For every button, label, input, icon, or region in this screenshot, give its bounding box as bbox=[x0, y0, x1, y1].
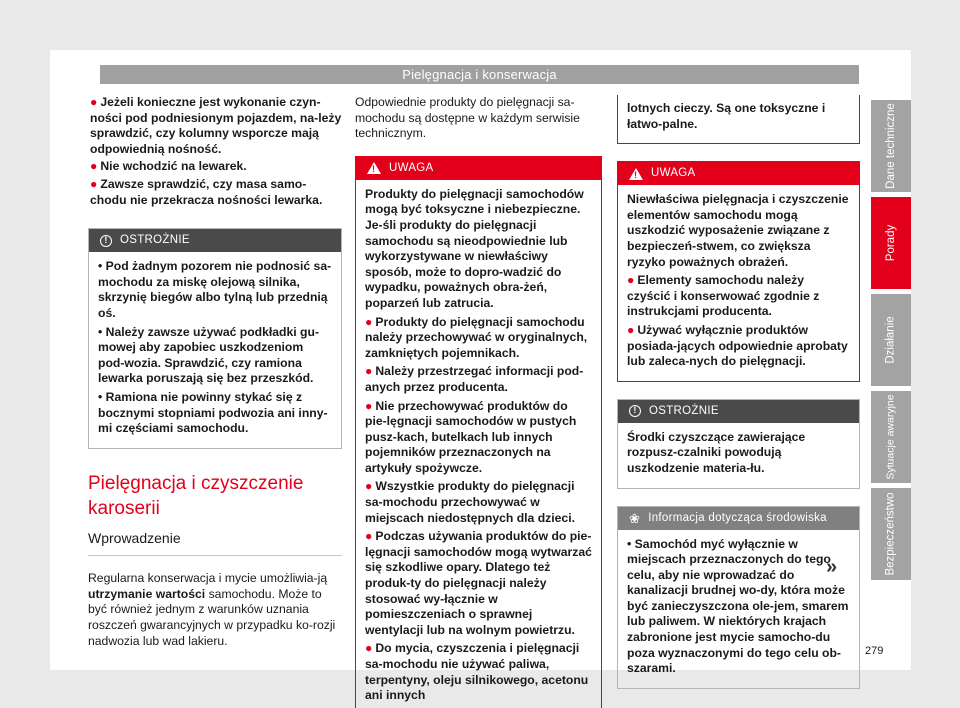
tab-dzialanie[interactable]: Działanie bbox=[871, 294, 911, 386]
column-2 bbox=[355, 95, 602, 708]
list-item: ● Podczas używania produktów do pie-lęgnacji samochodów mogą wytwarzać się szkodliwe opary. Dlatego też produk-ty do pielęgnacji należy stosować wy-łącznie w pomieszczeniach o sprawnej wentylacji lub na wolnym powietrzu. bbox=[365, 529, 592, 637]
warning-header: ! UWAGA bbox=[356, 157, 601, 180]
leaf-icon: ❀ bbox=[629, 510, 641, 526]
warning-body: Niewłaściwa pielęgnacja i czyszczenie elementów samochodu mogą uszkodzić wyposażenie związane z bezpieczeń-stwem, co zwiększa ryzyko poważnych obrażeń. ● Elementy samochodu należy czyścić i konserwować zgodnie z instrukcjami producenta. ● Używać wyłącznie produktów posiada-jących odpowiednie aprobaty lub zaleca-nych do pielęgnacji. bbox=[627, 192, 849, 369]
environment-body bbox=[618, 530, 859, 688]
environment-box bbox=[617, 506, 860, 689]
exclamation-circle-icon: ! bbox=[100, 235, 112, 247]
page-number: 279 bbox=[865, 645, 884, 657]
environment-header: ❀ Informacja dotycząca środowiska bbox=[618, 507, 859, 530]
caution-body: Środki czyszczące zawierające rozpusz-czalniki powodują uszkodzenie materia-łu. bbox=[627, 429, 806, 475]
page-header: Pielęgnacja i konserwacja bbox=[100, 65, 859, 84]
warning-box bbox=[617, 161, 860, 382]
list-item: • Ramiona nie powinny stykać się z bocznymi stopniami podwozia ani inny-mi częściami samochodu. bbox=[98, 389, 328, 436]
warning-header: ! UWAGA bbox=[618, 162, 859, 185]
warning-box bbox=[355, 156, 602, 708]
bullet-icon: ● bbox=[365, 314, 373, 329]
list-item: ● Produkty do pielęgnacji samochodu należy przechowywać w oryginalnych, zamkniętych pojemnikach. bbox=[365, 314, 588, 360]
tab-porady[interactable]: Porady bbox=[871, 197, 911, 289]
warning-continuation-body: lotnych cieczy. Są one toksyczne i łatwo-palne. bbox=[627, 101, 826, 131]
list-item: ● Nie przechowywać produktów do pie-lęgnacji samochodów w pustych pusz-kach, butelkach lub innych pojemników przeznaczonych na artykuły spożywcze. bbox=[365, 398, 577, 475]
continue-arrow-icon: » bbox=[826, 556, 838, 578]
list-item: ● Zawsze sprawdzić, czy masa samo-chodu nie przekracza nośności lewarka. bbox=[90, 176, 323, 207]
bullet-icon: ● bbox=[627, 322, 635, 337]
bullet-icon: ● bbox=[365, 479, 373, 494]
bullet-icon: ● bbox=[365, 529, 373, 544]
tab-bezpieczenstwo[interactable]: Bezpieczeństwo bbox=[871, 488, 911, 580]
list-item: • Należy zawsze używać podkładki gu-mowej aby zapobiec uszkodzeniom pod-wozia. Sprawdzić, czy ramiona lewarka poruszają się bez przeszkód. bbox=[98, 324, 320, 386]
bullet-icon: ● bbox=[365, 398, 373, 413]
intro-paragraph: Odpowiednie produkty do pielęgnacji sa-mochodu są dostępne w każdym serwisie technicznym. bbox=[355, 95, 580, 141]
bullet-list-top bbox=[88, 95, 342, 208]
list-item: • Samochód myć wyłącznie w miejscach przeznaczonych do tego celu, aby nie wprowadzać do kanalizacji brudnej wo-dy, która może być zanieczyszczona ole-jem, smarem lub paliwem. W niektórych krajach zabronione jest mycie samocho-du poza wyznaczonymi do tego celu ob-szarami. bbox=[627, 536, 849, 676]
column-3 bbox=[617, 95, 860, 689]
exclamation-circle-icon: ! bbox=[629, 405, 641, 417]
list-item: ● Elementy samochodu należy czyścić i konserwować zgodnie z instrukcjami producenta. bbox=[627, 273, 820, 319]
list-item: ● Jeżeli konieczne jest wykonanie czyn-ności pod podniesionym pojazdem, na-leży sprawdzić, czy kolumny wsporcze mają odpowiednią nośność. bbox=[90, 95, 342, 156]
tab-dane-techniczne[interactable]: Dane techniczne bbox=[871, 100, 911, 192]
bullet-icon: ● bbox=[90, 95, 98, 109]
list-item: ● Należy przestrzegać informacji pod-anych przez producenta. bbox=[365, 364, 584, 394]
intro-paragraph: Regularna konserwacja i mycie umożliwia-ją utrzymanie wartości samochodu. Może to być również jednym z warunków uznania roszczeń gwarancyjnych w przypadku ko-rozji nadwozia lub wad lakieru. bbox=[88, 571, 336, 648]
bullet-icon: ● bbox=[365, 641, 373, 656]
warning-continuation-box bbox=[617, 95, 860, 144]
warning-triangle-icon: ! bbox=[629, 168, 643, 180]
list-item: ● Nie wchodzić na lewarek. bbox=[90, 159, 247, 174]
warning-triangle-icon: ! bbox=[367, 162, 381, 174]
tab-sytuacje-awaryjne[interactable]: Sytuacje awaryjne bbox=[871, 391, 911, 483]
list-item: ● Do mycia, czyszczenia i pielęgnacji sa-mochodu nie używać paliwa, terpentyny, oleju silnikowego, acetonu ani innych bbox=[365, 641, 589, 703]
warning-body: Produkty do pielęgnacji samochodów mogą być toksyczne i niebezpieczne. Je-śli produkty do pielęgnacji samochodu są nieodpowiednie lub wykorzystywane w niewłaściwy sposób, może to dopro-wadzić do wypadku, poważnych obra-żeń, poparzeń lub zatrucia. ● Produkty do pielęgnacji samochodu należy przechowywać w oryginalnych, zamkniętych pojemnikach. ● Należy przestrzegać informacji pod-anych przez producenta. ● Nie przechowywać produktów do pie-lęgnacji samochodów w pustych pusz-kach, butelkach lub innych pojemników przeznaczonych na artykuły spożywcze. ● Wszystkie produkty do pielęgnacji sa-mochodu przechowywać w miejscach niedostępnych dla dzieci. ● Podczas używania produktów do pie-lęgnacji samochodów mogą wytwarzać się szkodliwe opary. Dlatego też produk-ty do pielęgnacji należy stosować wy-łącznie w pomieszczeniach o sprawnej wentylacji lub na wolnym powietrzu. ● Do mycia, czyszczenia i pielęgnacji sa-mochodu nie używać paliwa, terpentyny, oleju silnikowego, acetonu ani innych bbox=[365, 186, 592, 703]
section-subtitle: Wprowadzenie bbox=[88, 531, 342, 557]
section-title: Pielęgnacja i czyszczenie karoserii bbox=[88, 472, 304, 519]
column-1 bbox=[88, 95, 342, 649]
bullet-icon: ● bbox=[90, 176, 98, 191]
bullet-icon: ● bbox=[365, 364, 373, 379]
list-item: ● Wszystkie produkty do pielęgnacji sa-mochodu przechowywać w miejscach niedostępnych dla dzieci. bbox=[365, 479, 575, 525]
bullet-icon: ● bbox=[627, 273, 635, 288]
caution-header: ! OSTROŻNIE bbox=[618, 400, 859, 423]
caution-body bbox=[89, 252, 341, 448]
caution-box bbox=[88, 228, 342, 449]
caution-box bbox=[617, 399, 860, 489]
bullet-icon: ● bbox=[90, 159, 98, 174]
list-item: • Pod żadnym pozorem nie podnosić sa-mochodu za miskę olejową silnika, skrzynię biegów albo tylną lub przednią oś. bbox=[98, 259, 332, 320]
list-item: ● Używać wyłącznie produktów posiada-jących odpowiednie aprobaty lub zaleca-nych do pielęgnacji. bbox=[627, 322, 848, 369]
caution-header: ! OSTROŻNIE bbox=[89, 229, 341, 252]
